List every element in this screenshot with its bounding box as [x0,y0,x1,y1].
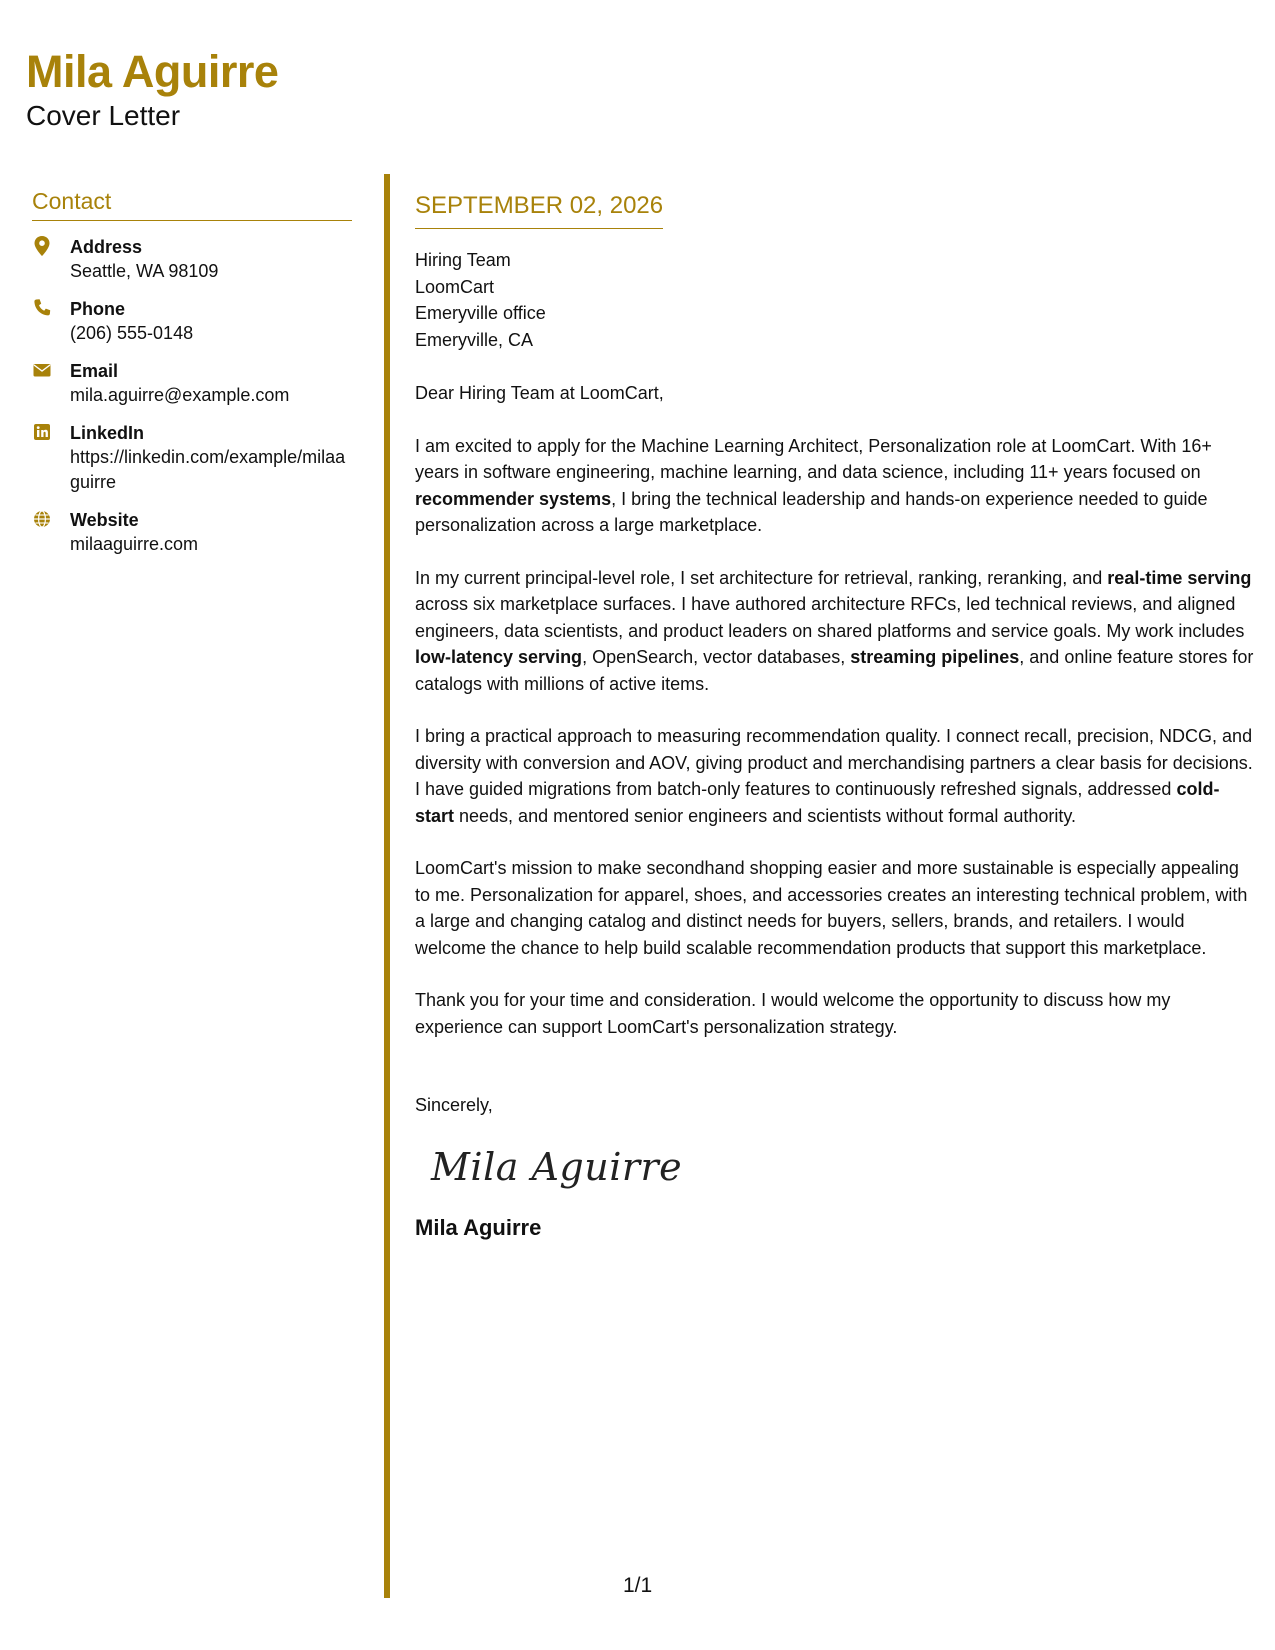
text-run: needs, and mentored senior engineers and scientists without formal authority. [454,805,1077,826]
contact-list [32,235,352,557]
bold-text: cold-start [415,779,1220,826]
paragraph-experience [415,565,1255,698]
text-run: across six marketplace surfaces. I have authored architecture RFCs, led technical reviews, and aligned engineers, data scientists, and product leaders on shared platforms and service goals. My work includes [415,594,1245,641]
contact-item-address [32,235,352,284]
handwritten-signature: Mila Aguirre [431,1144,683,1189]
contact-item-email [32,359,352,408]
website-link[interactable]: milaaguirre.com [70,534,199,554]
bold-text: real-time serving [1107,567,1252,588]
paragraph-thanks: Thank you for your time and consideration. I would welcome the opportunity to discuss how my experience can support LoomCart's personalization strategy. [415,990,1171,1037]
contact-item-phone [32,297,352,346]
contact-label: LinkedIn [70,423,145,443]
text-run: I bring a practical approach to measuring recommendation quality. I connect recall, precision, NDCG, and diversity with conversion and AOV, giving product and merchandising partners a clear basis for decisions. I have guided migrations from batch-only features to continuously refreshed signals, addressed [415,726,1253,799]
page-number: 1/1 [623,1574,653,1597]
text-run: , and online feature stores for catalogs with millions of active items. [415,647,1254,694]
text-run: I am excited to apply for the Machine Learning Architect, Personalization role at LoomCart. With 16+ years in software engineering, machine learning, and data science, including 11+ years focused on [415,435,1212,482]
contact-label: Address [70,237,143,257]
linkedin-icon [32,421,52,443]
recipient-line: Hiring Team [415,250,511,270]
contact-label: Email [70,361,119,381]
bold-text: streaming pipelines [850,647,1020,667]
salutation: Dear Hiring Team at LoomCart, [415,383,664,403]
paragraph-intro [415,433,1255,539]
vertical-divider [384,174,390,1598]
address-value: Seattle, WA 98109 [70,261,219,281]
linkedin-link[interactable]: https://linkedin.com/example/milaaguirre [70,447,346,492]
contact-label: Phone [70,299,126,319]
contact-sidebar [32,186,352,570]
recipient-line: Emeryville office [415,303,546,323]
text-run: , OpenSearch, vector databases, [582,647,851,667]
bold-text: recommender systems [415,488,612,509]
email-value[interactable]: mila.aguirre@example.com [70,385,290,405]
closing: Sincerely, [415,1095,493,1115]
recipient-line: LoomCart [415,276,495,297]
contact-heading: Contact [32,186,352,221]
globe-icon [32,508,52,530]
contact-label: Website [70,510,139,530]
envelope-icon [32,359,52,381]
phone-icon [32,297,52,319]
document-subtitle: Cover Letter [26,100,181,131]
paragraph-measurement [415,723,1255,829]
text-run: In my current principal-level role, I set architecture for retrieval, ranking, reranking, and [415,567,1108,588]
contact-item-linkedin [32,421,352,495]
recipient-line: Emeryville, CA [415,329,534,350]
signer-name: Mila Aguirre [415,1214,542,1240]
phone-value: (206) 555-0148 [70,323,194,343]
letter-date: SEPTEMBER 02, 2026 [415,190,663,229]
recipient-block [415,247,1255,353]
letter-body [415,190,1255,1243]
map-pin-icon [32,235,52,257]
bold-text: low-latency serving [415,647,583,667]
text-run: , I bring the technical leadership and hands-on experience needed to guide personalization across a large marketplace. [415,488,1208,535]
applicant-name: Mila Aguirre [26,46,279,97]
contact-item-website [32,508,352,557]
paragraph-mission: LoomCart's mission to make secondhand shopping easier and more sustainable is especially appealing to me. Personalization for apparel, shoes, and accessories creates an interesting technical problem, with a large and changing catalog and distinct needs for buyers, sellers, brands, and retailers. I would welcome the chance to help build scalable recommendation products that support this marketplace. [415,858,1248,958]
